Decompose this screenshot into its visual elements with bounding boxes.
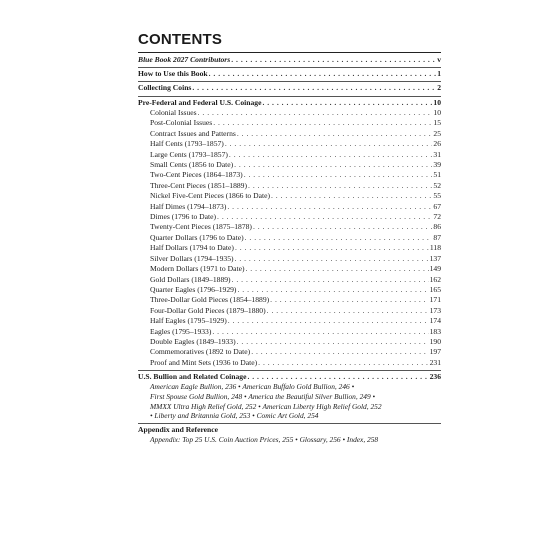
toc-entry-contributors [138,55,441,68]
entry-page: v [437,55,441,64]
subentry-page: 137 [429,253,441,263]
leader-dots [235,254,429,264]
bullion-line: • Liberty and Britannia Gold, 253 • Comic Art Gold, 254 [150,411,319,421]
leader-dots [237,337,429,347]
subentry-page: 72 [433,212,441,222]
bullion-line: MMXX Ultra High Relief Gold, 252 • American Liberty High Relief Gold, 252 [150,401,382,411]
appendix-line: Appendix: Top 25 U.S. Coin Auction Prices, 255 • Glossary, 256 • Index, 258 [150,434,379,444]
subentry-label: Contract Issues and Patterns [150,128,236,138]
toc-subentry[interactable] [138,285,441,295]
leader-dots [251,347,428,357]
subentry-label: Quarter Dollars (1796 to Date) [150,232,244,242]
leader-dots [234,160,432,170]
toc-entry-how-to-use [138,69,441,82]
subentry-page: 15 [433,118,441,128]
entry-label: How to Use this Book [138,69,208,79]
subentry-label: Modern Dollars (1971 to Date) [150,264,245,274]
subentry-page: 162 [429,274,441,284]
toc-subentry[interactable] [138,118,441,128]
subentry-page: 173 [429,305,441,315]
subentry-page: 197 [429,347,441,357]
subentry-page: 10 [433,108,441,118]
toc-subentry[interactable] [138,337,441,347]
entry-page: 1 [437,69,441,79]
subentry-label: Quarter Eagles (1796–1929) [150,284,237,294]
leader-dots [229,150,433,160]
subentry-label: Half Cents (1793–1857) [150,139,224,149]
page-title: CONTENTS [138,31,223,48]
section-label: Pre-Federal and Federal U.S. Coinage [138,97,262,107]
subentry-label: Half Eagles (1795–1929) [150,316,227,326]
entry-label: Collecting Coins [138,83,192,93]
toc-subentry[interactable] [138,295,441,305]
toc-subentry[interactable] [138,275,441,285]
subentry-label: Commemoratives (1892 to Date) [150,347,251,357]
toc-row[interactable] [138,372,441,382]
subentry-page: 231 [429,357,441,367]
subentry-label: Half Dimes (1794–1873) [150,201,227,211]
toc-subentry[interactable] [138,150,441,160]
leader-dots [209,69,437,79]
toc-section-appendix [138,425,441,445]
leader-dots [231,55,436,65]
leader-dots [198,108,433,118]
subentry-label: Three-Dollar Gold Pieces (1854–1889) [150,295,270,305]
subentry-label: Dimes (1796 to Date) [150,212,217,222]
bullion-line: First Spouse Gold Bullion, 248 • America the Beautiful Silver Bullion, 249 • [150,391,376,401]
leader-dots [248,181,432,191]
subentry-label: Post-Colonial Issues [150,118,213,128]
subentry-label: Small Cents (1856 to Date) [150,160,234,170]
leader-dots [267,306,429,316]
toc-subentry[interactable] [138,108,441,118]
federal-items-list [138,108,441,368]
toc-row[interactable] [138,98,441,108]
subentry-label: Proof and Mint Sets (1936 to Date) [150,357,258,367]
subentry-page: 190 [429,336,441,346]
leader-dots [213,118,432,128]
toc-subentry[interactable] [138,316,441,326]
toc-subentry[interactable] [138,306,441,316]
toc-subentry[interactable] [138,181,441,191]
section-page: 10 [433,97,441,107]
subentry-label: Half Dollars (1794 to Date) [150,243,234,253]
leader-dots [237,129,433,139]
toc-row[interactable] [138,83,441,93]
toc-subentry[interactable] [138,254,441,264]
toc-row[interactable] [138,69,441,79]
leader-dots [227,202,432,212]
subentry-page: 149 [429,264,441,274]
leader-dots [262,98,432,108]
toc-subentry[interactable] [138,129,441,139]
bullion-line: American Eagle Bullion, 236 • American Buffalo Gold Bullion, 246 • [150,382,355,392]
toc-entry-collecting [138,83,441,96]
subentry-page: 39 [433,160,441,170]
toc-subentry[interactable] [138,191,441,201]
toc-subentry[interactable] [138,327,441,337]
subentry-label: Silver Dollars (1794–1935) [150,253,234,263]
toc-subentry[interactable] [138,347,441,357]
toc-section-bullion [138,372,441,424]
leader-dots [232,275,429,285]
toc-subentry[interactable] [138,160,441,170]
toc-subentry[interactable] [138,222,441,232]
toc-subentry[interactable] [138,139,441,149]
contents-page [138,32,441,445]
toc-subentry[interactable] [138,202,441,212]
subentry-label: Gold Dollars (1849–1889) [150,274,231,284]
leader-dots [225,139,433,149]
subentry-page: 165 [429,284,441,294]
entry-label: Blue Book 2027 Contributors [138,55,231,64]
leader-dots [228,316,429,326]
leader-dots [270,295,428,305]
subentry-label: Three-Cent Pieces (1851–1889) [150,180,248,190]
toc-subentry[interactable] [138,212,441,222]
leader-dots [245,233,433,243]
subentry-page: 26 [433,139,441,149]
subentry-label: Large Cents (1793–1857) [150,149,228,159]
subentry-label: Two-Cent Pieces (1864–1873) [150,170,243,180]
toc-row[interactable] [138,55,441,65]
leader-dots [244,170,433,180]
subentry-page: 174 [429,316,441,326]
subentry-page: 31 [433,149,441,159]
subentry-label: Double Eagles (1849–1933) [150,336,236,346]
leader-dots [253,222,432,232]
section-label: U.S. Bullion and Related Coinage [138,371,247,381]
toc-subentry[interactable] [138,358,441,368]
leader-dots [212,327,428,337]
toc-section-federal [138,98,441,371]
subentry-page: 55 [433,191,441,201]
leader-dots [192,83,436,93]
toc-subentry[interactable] [138,264,441,274]
subentry-page: 87 [433,232,441,242]
section-label[interactable]: Appendix and Reference [138,424,219,434]
toc-subentry[interactable] [138,243,441,253]
toc-subentry[interactable] [138,170,441,180]
entry-page: 2 [437,83,441,93]
leader-dots [237,285,428,295]
leader-dots [258,358,428,368]
leader-dots [247,372,428,382]
subentry-label: Four-Dollar Gold Pieces (1879–1880) [150,305,266,315]
subentry-label: Colonial Issues [150,108,197,118]
subentry-label: Eagles (1795–1933) [150,326,212,336]
subentry-label: Twenty-Cent Pieces (1875–1878) [150,222,252,232]
leader-dots [217,212,432,222]
leader-dots [235,243,429,253]
leader-dots [245,264,428,274]
subentry-page: 171 [429,295,441,305]
subentry-page: 118 [429,243,441,253]
subentry-label: Nickel Five-Cent Pieces (1866 to Date) [150,191,270,201]
leader-dots [271,191,432,201]
subentry-page: 52 [433,180,441,190]
subentry-page: 183 [429,326,441,336]
toc-subentry[interactable] [138,233,441,243]
subentry-page: 86 [433,222,441,232]
subentry-page: 67 [433,201,441,211]
section-page: 236 [429,371,441,381]
subentry-page: 51 [433,170,441,180]
title-rule [138,52,441,53]
subentry-page: 25 [433,128,441,138]
